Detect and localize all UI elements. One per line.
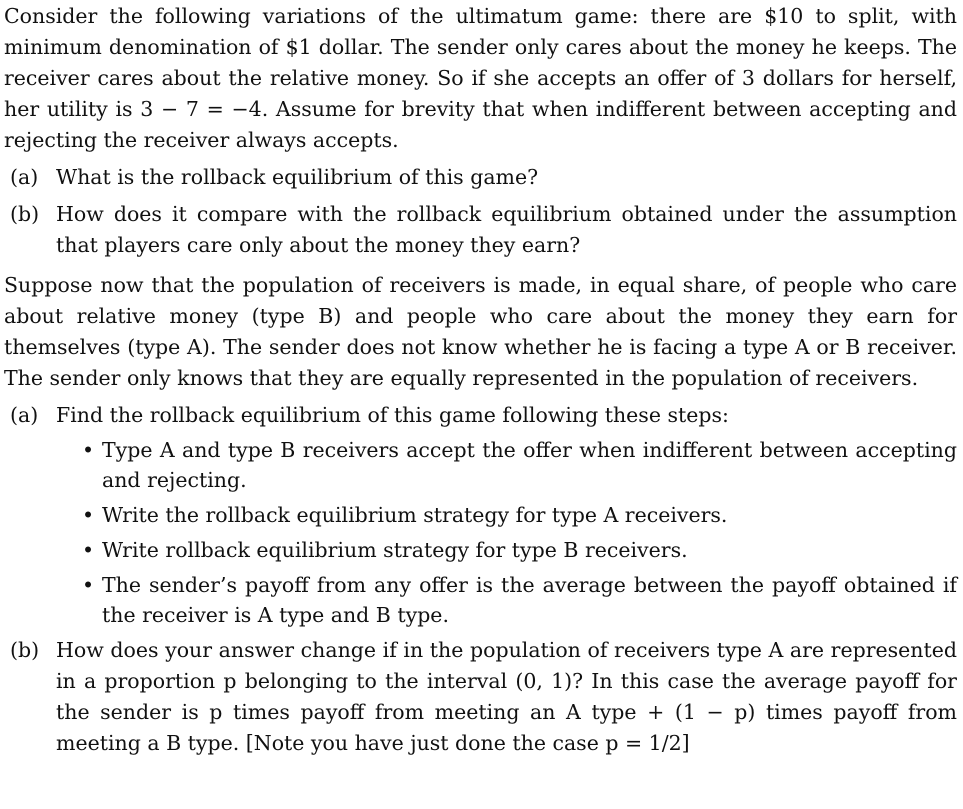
bullet-dot: • [82, 538, 95, 562]
item-label: (a) [10, 165, 39, 189]
item-label: (b) [10, 638, 40, 662]
bullet-dot: • [82, 573, 95, 597]
part1-item-a [4, 162, 957, 193]
item-label: (a) [10, 403, 39, 427]
bullet-dot: • [82, 438, 95, 462]
item-text: Find the rollback equilibrium of this game following these steps: [56, 403, 729, 427]
item-text: How does it compare with the rollback equilibrium obtained under the assumption that players care only about the money they earn? [56, 202, 957, 257]
item-label: (b) [10, 202, 40, 226]
item-text: What is the rollback equilibrium of this game? [56, 165, 539, 189]
steps-list [4, 435, 957, 630]
bullet-text: The sender’s payoff from any offer is the average between the payoff obtained if the receiver is A type and B type. [102, 573, 957, 627]
bullet-text: Write the rollback equilibrium strategy for type A receivers. [102, 503, 728, 527]
step-bullet [4, 435, 957, 495]
middle-paragraph: Suppose now that the population of receivers is made, in equal share, of people who care about relative money (type B) and people who care about the money they earn for themselves (type A). The sender does not know whether he is facing a type A or B receiver. The sender only knows that they are equally represented in the population of receivers. [4, 273, 957, 390]
bullet-dot: • [82, 503, 95, 527]
item-text: How does your answer change if in the population of receivers type A are represented in a proportion p belonging to the interval (0, 1)? In this case the average payoff for the sender is p times payoff from meeting an A type + (1 − p) times payoff from meeting a B type. [Note you have just done the case p = 1/2] [56, 638, 957, 755]
step-bullet [4, 500, 957, 530]
step-bullet [4, 570, 957, 630]
bullet-text: Type A and type B receivers accept the offer when indifferent between accepting and rejecting. [102, 438, 957, 492]
part2-item-a [4, 400, 957, 431]
bullet-text: Write rollback equilibrium strategy for type B receivers. [102, 538, 688, 562]
part1-item-b [4, 199, 957, 261]
intro-paragraph: Consider the following variations of the ultimatum game: there are $10 to split, with minimum denomination of $1 dollar. The sender only cares about the money he keeps. The receiver cares about the relative money. So if she accepts an offer of 3 dollars for herself, her utility is 3 − 7 = −4. Assume for brevity that when indifferent between accepting and rejecting the receiver always accepts. [4, 4, 957, 152]
part2-item-b [4, 635, 957, 759]
problem-document [4, 0, 957, 759]
step-bullet [4, 535, 957, 565]
